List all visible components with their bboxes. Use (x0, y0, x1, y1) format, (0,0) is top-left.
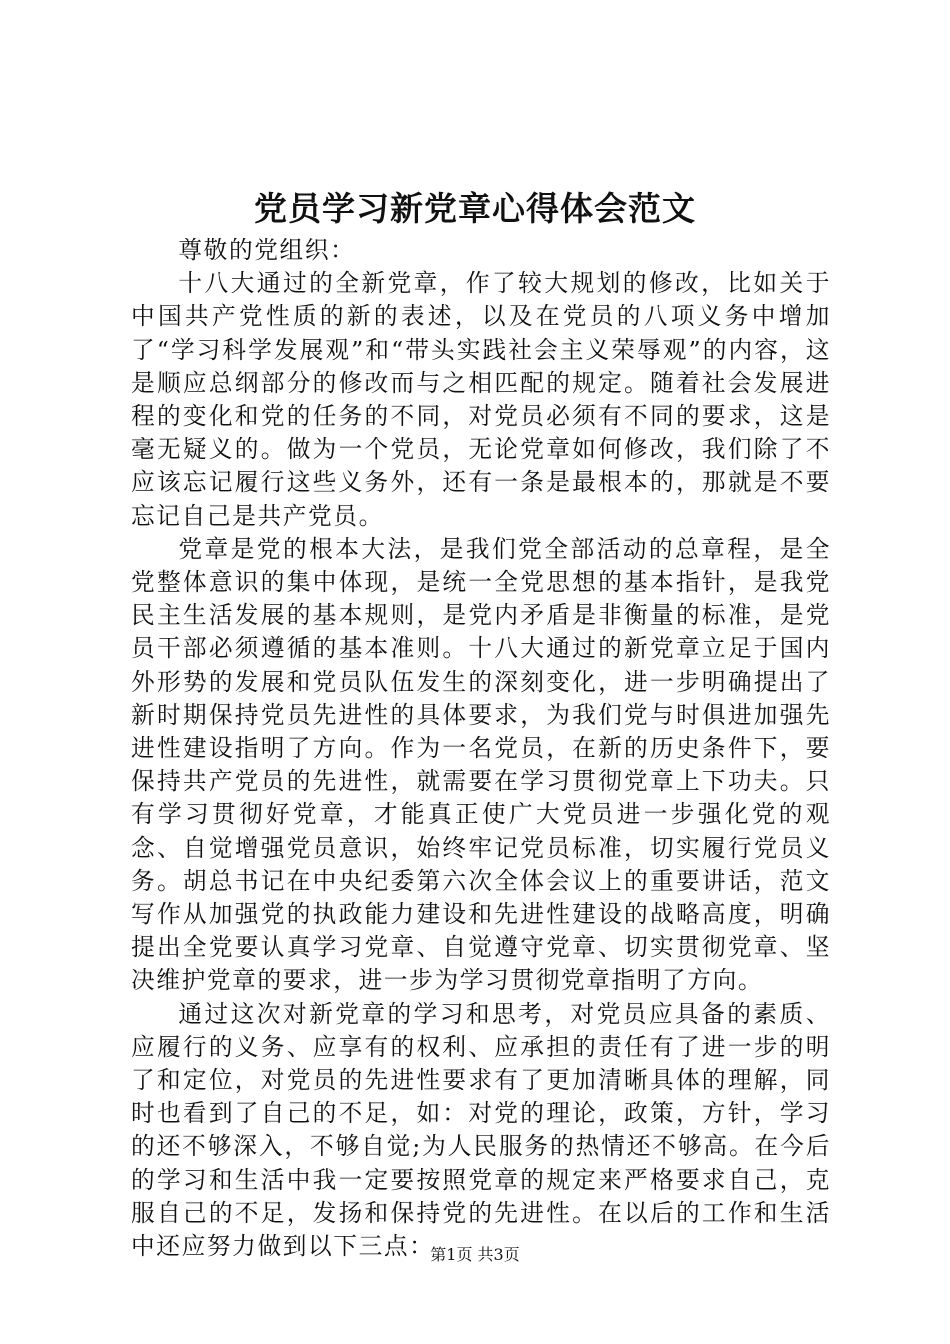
document-title: 党员学习新党章心得体会范文 (254, 189, 696, 228)
document-body (131, 234, 831, 1263)
salutation: 尊敬的党组织： (178, 236, 356, 264)
page-footer: 第1页 共3页 (430, 1245, 520, 1264)
paragraph-1: 十八大通过的全新党章，作了较大规划的修改，比如关于中国共产党性质的新的表述，以及在党员的八项义务中增加了“学习科学发展观”和“带头实践社会主义荣辱观”的内容，这是顺应总纲部分的修改而与之相匹配的规定。随着社会发展进程的变化和党的任务的不同，对党员必须有不同的要求，这是毫无疑义的。做为一个党员，无论党章如何修改，我们除了不应该忘记履行这些义务外，还有一条是最根本的，那就是不要忘记自己是共产党员。 (131, 269, 831, 530)
paragraph-3: 通过这次对新党章的学习和思考，对党员应具备的素质、应履行的义务、应享有的权利、应承担的责任有了进一步的明了和定位，对党员的先进性要求有了更加清晰具体的理解，同时也看到了自己的不足，如：对党的理论，政策，方针，学习的还不够深入，不够自觉;为人民服务的热情还不够高。在今后的学习和生活中我一定要按照党章的规定来严格要求自己，克服自己的不足，发扬和保持党的先进性。在以后的工作和生活中还应努力做到以下三点： (131, 999, 831, 1261)
paragraph-2: 党章是党的根本大法，是我们党全部活动的总章程，是全党整体意识的集中体现，是统一全党思想的基本指针，是我党民主生活发展的基本规则，是党内矛盾是非衡量的标准，是党员干部必须遵循的基本准则。十八大通过的新党章立足于国内外形势的发展和党员队伍发生的深刻变化，进一步明确提出了新时期保持党员先进性的具体要求，为我们党与时俱进加强先进性建设指明了方向。作为一名党员，在新的历史条件下，要保持共产党员的先进性，就需要在学习贯彻党章上下功夫。只有学习贯彻好党章，才能真正使广大党员进一步强化党的观念、自觉增强党员意识，始终牢记党员标准，切实履行党员义务。胡总书记在中央纪委第六次全体会议上的重要讲话，范文写作从加强党的执政能力建设和先进性建设的战略高度，明确提出全党要认真学习党章、自觉遵守党章、切实贯彻党章、坚决维护党章的要求，进一步为学习贯彻党章指明了方向。 (131, 534, 831, 995)
